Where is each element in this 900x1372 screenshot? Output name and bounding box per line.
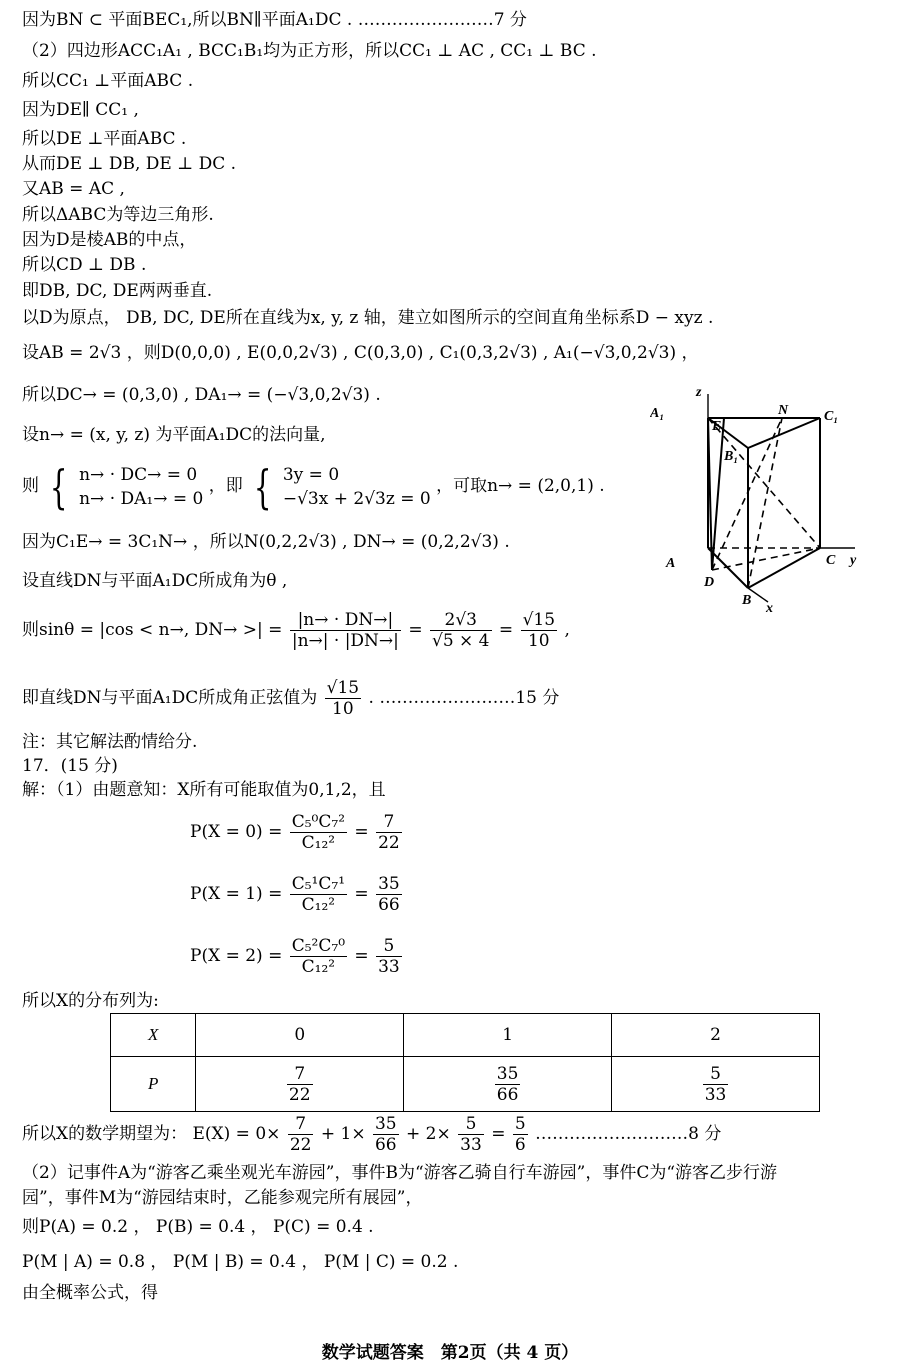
text-line: P(M | A) = 0.8 ， P(M | B) = 0.4 ， P(M | C) = 0.2 . <box>22 1252 459 1272</box>
text-line: 17．(15 分) <box>22 756 118 776</box>
expectation-line: 所以X的数学期望为： E(X) = 0× $\frac{7}{22}$ + 1× $\frac{35}{66}$ + 2× $\frac{5}{33}$ = $\frac{5}{6}$ ………………………8 分 <box>22 1114 722 1155</box>
vertex-label: B <box>742 593 752 608</box>
equation-system-line: 则 { n→ · DC→ = 0 n→ · DA₁→ = 0 ，即 { 3y = 0 −√3x + 2√3z = 0 ，可取n→ = (2,0,1) . <box>22 459 605 514</box>
page-footer: 数学试题答案 第2页（共 4 页） <box>321 1343 579 1363</box>
text-line: 解：（1）由题意知：X所有可能取值为0,1,2，且 <box>22 780 386 800</box>
vertex-label: A <box>666 556 676 571</box>
probability-line: P(X = 2) = $\frac{\text{C₅²C₇⁰}}{\text{C₁₂²}}$ = $\frac{5}{33}$ <box>190 936 400 977</box>
table-row: X 0 1 2 <box>111 1014 820 1057</box>
left-brace: { <box>254 459 272 514</box>
axis-label: y <box>850 553 857 568</box>
text-line: 因为DE∥ CC₁ , <box>22 100 139 120</box>
vertex-label: C <box>826 553 836 568</box>
vertex-label: C₁ <box>824 409 839 424</box>
text-line: 注：其它解法酌情给分. <box>22 732 198 752</box>
text-line: 设AB = 2√3 ，则D(0,0,0) , E(0,0,2√3) , C(0,3,0) , C₁(0,3,2√3) , A₁(−√3,0,2√3) ， <box>22 343 699 363</box>
vertex-label: E <box>712 419 722 434</box>
text-line: 所以X的分布列为: <box>22 991 159 1011</box>
vertex-label: B₁ <box>724 449 739 464</box>
text-line: 因为C₁E→ = 3C₁N→ ，所以N(0,2,2√3) , DN→ = (0,2,2√3) . <box>22 532 510 552</box>
text-line: 即DB, DC, DE两两垂直. <box>22 281 213 301</box>
text-line: 则P(A) = 0.2 ， P(B) = 0.4 ， P(C) = 0.4 . <box>22 1217 374 1237</box>
vertex-label: A₁ <box>650 406 665 421</box>
text-line: （2）记事件A为“游客乙乘坐观光车游园”，事件B为“游客乙骑自行车游园”，事件C为“游客乙步行游 <box>22 1163 778 1183</box>
vertex-label: N <box>778 403 789 418</box>
text-line: 设直线DN与平面A₁DC所成角为θ , <box>22 571 288 591</box>
table-row: P $\frac{7}{22}$ $\frac{35}{66}$ $\frac{5}{33}$ <box>111 1057 820 1112</box>
text-line: 所以DE ⊥平面ABC . <box>22 129 187 149</box>
text-line: 所以CD ⊥ DB . <box>22 255 147 275</box>
text-line: 所以DC→ = (0,3,0) , DA₁→ = (−√3,0,2√3) . <box>22 385 381 405</box>
left-brace: { <box>50 459 68 514</box>
sine-result-line: 即直线DN与平面A₁DC所成角正弦值为 $\frac{√15}{10}$ . ……………………15 分 <box>22 678 560 719</box>
axis-label: z <box>696 385 702 400</box>
text-line: 设n→ = (x, y, z) 为平面A₁DC的法向量, <box>22 425 326 445</box>
text-line: 因为BN ⊂ 平面BEC₁,所以BN∥平面A₁DC . ……………………7 分 <box>22 10 527 30</box>
axis-label: x <box>766 601 773 615</box>
sine-formula-line: 则sinθ = |cos < n→, DN→ >| = $\frac{|n\to \cdot DN\to|}{|n\to| \cdot |DN\to|}$ = $\frac{2√3}{√5 \times 4}$ = $\frac{√15}{10}$ , <box>22 610 570 651</box>
text-line: 以D为原点， DB, DC, DE所在直线为x, y, z 轴，建立如图所示的空间直角坐标系D − xyz . <box>22 308 714 328</box>
text-line: 园”，事件M为“游园结束时，乙能参观完所有展园”， <box>22 1188 423 1208</box>
text-line: 从而DE ⊥ DB, DE ⊥ DC . <box>22 154 237 174</box>
probability-line: P(X = 0) = $\frac{\text{C₅⁰C₇²}}{\text{C₁₂²}}$ = $\frac{7}{22}$ <box>190 812 400 853</box>
prism-diagram <box>650 380 880 615</box>
vertex-label: D <box>704 575 715 590</box>
distribution-table <box>110 1013 820 1112</box>
text-line: 因为D是棱AB的中点， <box>22 230 197 250</box>
text-line: 所以CC₁ ⊥平面ABC . <box>22 71 194 91</box>
text-line: （2）四边形ACC₁A₁ , BCC₁B₁均为正方形，所以CC₁ ⊥ AC , CC₁ ⊥ BC . <box>22 41 597 61</box>
probability-line: P(X = 1) = $\frac{\text{C₅¹C₇¹}}{\text{C₁₂²}}$ = $\frac{35}{66}$ <box>190 874 400 915</box>
text-line: 又AB = AC , <box>22 179 125 199</box>
text-line: 由全概率公式，得 <box>22 1283 158 1303</box>
text-line: 所以ΔABC为等边三角形. <box>22 205 214 225</box>
